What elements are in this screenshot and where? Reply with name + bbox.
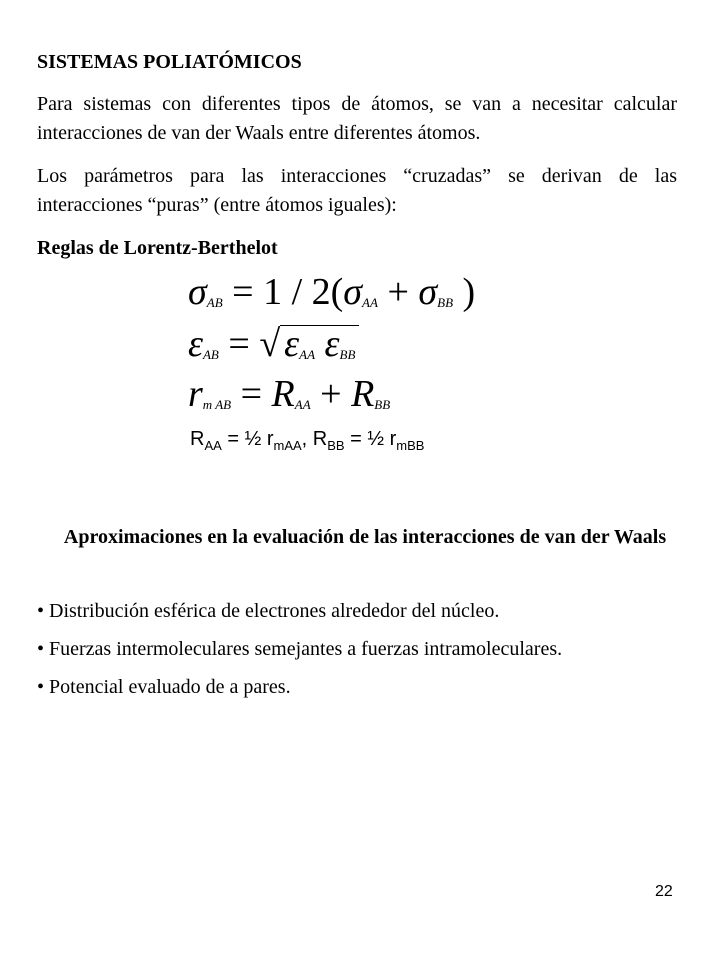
eq2-lhs: ε <box>188 323 203 365</box>
equation-sigma <box>188 272 475 323</box>
section-title: SISTEMAS POLIATÓMICOS <box>37 51 302 73</box>
eq1-close: ) <box>462 271 476 313</box>
eq1-plus: + <box>387 271 409 313</box>
eq2-t1: ε <box>284 323 300 365</box>
eq3-t1-sub: AA <box>294 397 311 412</box>
eq3-eq: = <box>240 373 263 415</box>
eq1-lhs-sub: AB <box>206 295 223 310</box>
paragraph-intro: Para sistemas con diferentes tipos de átomos, se van a necesitar calcular interacciones de van der Waals entre diferentes átomos. <box>37 93 677 144</box>
page-number: 22 <box>655 883 673 900</box>
rel-t3: = ½ r <box>344 428 397 450</box>
rel-s1: AA <box>204 438 222 453</box>
eq3-t2-sub: BB <box>374 397 391 412</box>
eq3-t1: R <box>271 373 295 415</box>
eq1-t2: σ <box>418 271 438 313</box>
sqrt-radicand <box>280 325 359 373</box>
eq3-lhs: r <box>188 373 203 415</box>
rel-t2: , R <box>301 428 328 450</box>
eq3-plus: + <box>320 373 342 415</box>
eq1-mid: = 1 / 2( <box>232 271 344 313</box>
list-item: • Fuerzas intermoleculares semejantes a fuerzas intramoleculares. <box>37 630 697 668</box>
rel-s3: BB <box>327 438 345 453</box>
rel-s4: mBB <box>396 438 425 453</box>
eq3-lhs-sub: m AB <box>202 397 232 412</box>
eq1-t1-sub: AA <box>362 295 378 310</box>
list-item: • Distribución esférica de electrones alrededor del núcleo. <box>37 592 697 630</box>
eq3-t2: R <box>351 373 375 415</box>
eq2-t2-sub: BB <box>339 347 356 362</box>
rel-s2: mAA <box>273 438 302 453</box>
list-item: • Potencial evaluado de a pares. <box>37 668 697 706</box>
sqrt <box>259 324 359 373</box>
eq1-t2-sub: BB <box>437 295 454 310</box>
paragraph-cross-params: Los parámetros para las interacciones “cruzadas” se derivan de las interacciones “puras” (entre átomos iguales): <box>37 165 677 216</box>
equation-rm <box>188 374 390 425</box>
approx-heading: Aproximaciones en la evaluación de las interacciones de van der Waals <box>63 526 667 548</box>
sqrt-sign: √ <box>259 323 281 365</box>
eq1-t1: σ <box>343 271 363 313</box>
eq2-eq: = <box>228 323 250 365</box>
eq1-lhs: σ <box>188 271 207 313</box>
radius-relation <box>190 428 424 453</box>
equation-epsilon <box>188 324 359 375</box>
rules-heading: Reglas de Lorentz-Berthelot <box>37 237 278 259</box>
eq2-lhs-sub: AB <box>202 347 219 362</box>
rel-r: R <box>190 428 205 450</box>
rel-t1: = ½ r <box>221 428 274 450</box>
eq2-t1-sub: AA <box>299 347 316 362</box>
eq2-t2: ε <box>324 323 340 365</box>
approximations-list <box>37 592 697 706</box>
